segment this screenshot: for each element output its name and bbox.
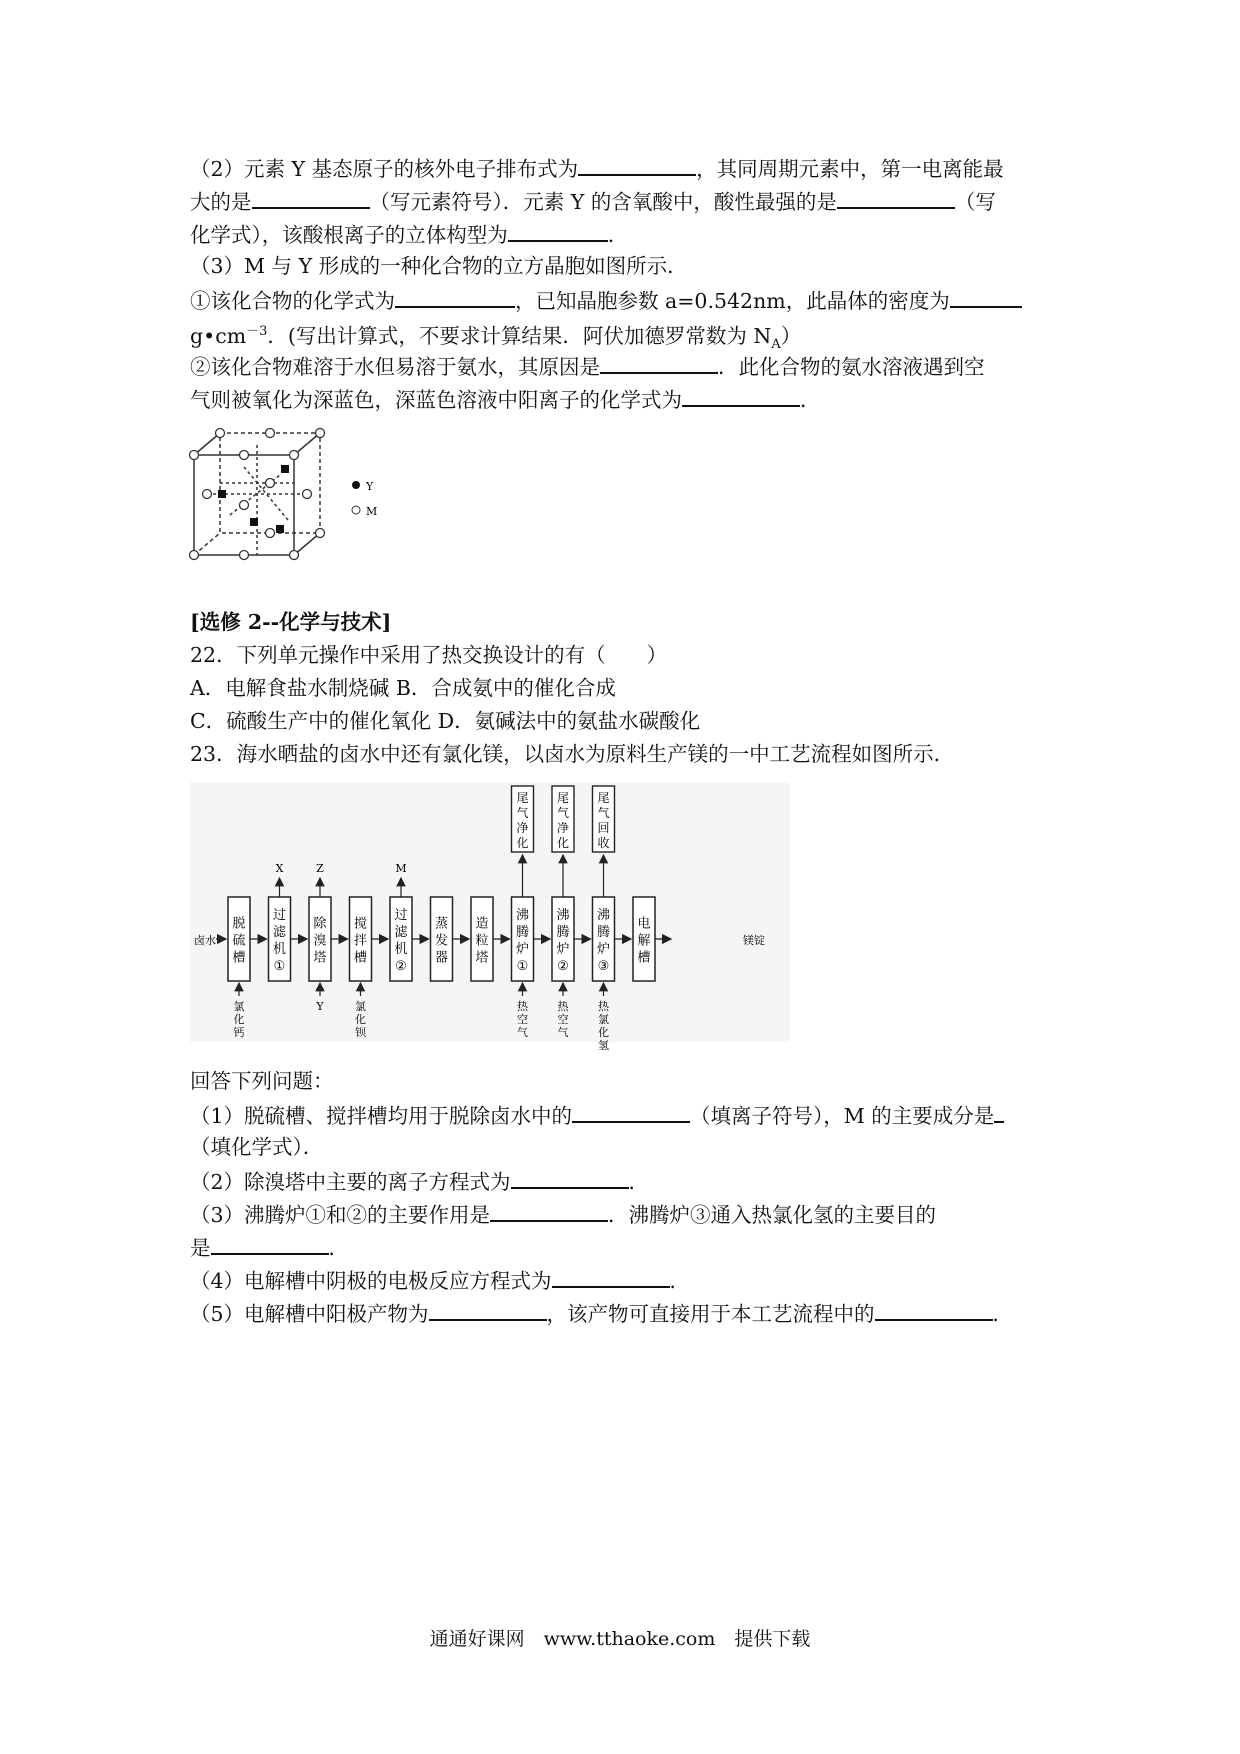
text: 是 — [190, 1236, 211, 1260]
q23-part-3 — [190, 1198, 936, 1230]
y-atom — [218, 490, 226, 498]
q23-part-3-cont — [190, 1231, 349, 1263]
text: （2）除溴塔中主要的离子方程式为 — [190, 1170, 511, 1194]
legend-y-marker — [352, 481, 360, 489]
text: ．沸腾炉③通入热氯化氢的主要目的 — [608, 1203, 937, 1227]
legend-m-label: M — [366, 505, 378, 518]
top-output-label: Z — [316, 862, 324, 875]
text: ． — [607, 223, 629, 247]
q22-stem: 22．下列单元操作中采用了热交换设计的有（ ） — [190, 643, 668, 667]
q22-options-cd: C．硫酸生产中的催化氧化 D．氨碱法中的氨盐水碳酸化 — [190, 709, 701, 733]
answer-blank — [875, 1297, 993, 1321]
q23-part-4 — [190, 1264, 690, 1296]
text: ． — [800, 388, 821, 412]
m-atom — [240, 501, 249, 510]
page-footer: 通通好课网 www.tthaoke.com 提供下载 — [429, 1628, 811, 1650]
bottom-input-label: Y — [316, 1000, 324, 1013]
q21-line-1 — [190, 152, 1004, 184]
bottom-input-label: 氯化钡 — [355, 1000, 366, 1039]
text: ，该产物可直接用于本工艺流程中的 — [546, 1302, 875, 1326]
m-atom — [316, 429, 325, 438]
m-atom — [240, 551, 249, 560]
answer-blank — [395, 284, 515, 308]
answer-blank — [994, 1099, 1004, 1123]
text: （写元素符号）．元素 Y 的含氧酸中，酸性最强的是 — [369, 190, 837, 214]
subscript: A — [771, 336, 781, 352]
answer-blank — [572, 1099, 690, 1123]
answer-blank — [837, 185, 955, 209]
q21-line-2 — [190, 185, 996, 217]
bottom-input-label: 热氯化氢 — [598, 1000, 609, 1052]
text: ②该化合物难溶于水但易溶于氨水，其原因是 — [190, 355, 600, 379]
y-atom — [250, 518, 258, 526]
text: ．此化合物的氨水溶液遇到空 — [718, 355, 985, 379]
m-atom — [190, 551, 199, 560]
superscript: －3 — [246, 324, 268, 339]
q21-line-4: （3）M 与 Y 形成的一种化合物的立方晶胞如图所示． — [190, 254, 688, 278]
process-box-label: 过滤机 ② — [394, 908, 408, 974]
text: ） — [780, 323, 802, 348]
text: ，其同周期元素中，第一电离能最 — [696, 157, 1004, 181]
m-atom — [303, 490, 312, 499]
m-atom — [240, 451, 249, 460]
m-atom — [266, 479, 275, 488]
answer-blank — [429, 1297, 547, 1321]
q23-stem: 23．海水晒盐的卤水中还有氯化镁，以卤水为原料生产镁的一中工艺流程如图所示． — [190, 742, 955, 766]
q21-line-8 — [190, 383, 821, 415]
text: ．(写出计算式，不要求计算结果．阿伏加德罗常数为 N — [267, 323, 772, 348]
text: （4）电解槽中阴极的电极反应方程式为 — [190, 1269, 552, 1293]
text: （写 — [954, 190, 996, 214]
m-atom — [190, 451, 199, 460]
q23-part-2 — [190, 1165, 649, 1197]
exhaust-box-label: 尾气回收 — [597, 791, 610, 850]
process-box-label: 过滤机 ① — [272, 908, 287, 974]
text: （2）元素 Y 基态原子的核外电子排布式为 — [190, 157, 579, 181]
process-box-label: 电解槽 — [637, 916, 651, 966]
process-box-label: 沸腾炉 ① — [515, 908, 530, 974]
answer-blank — [511, 1165, 629, 1189]
crystal-cell-diagram — [190, 425, 400, 565]
process-box-label: 蒸发器 — [434, 916, 449, 966]
text: 化学式），该酸根离子的立体构型为 — [190, 223, 508, 247]
m-atom — [290, 451, 299, 460]
process-box-label: 造粒塔 — [475, 916, 489, 966]
m-atom — [203, 490, 212, 499]
text: ①该化合物的化学式为 — [190, 289, 395, 313]
process-flow-diagram — [190, 782, 790, 1052]
top-output-label: X — [275, 862, 284, 875]
m-atom — [316, 529, 325, 538]
legend-y-label: Y — [366, 480, 374, 493]
text: 大的是 — [190, 190, 252, 214]
process-box-label: 沸腾炉 ③ — [596, 908, 611, 974]
q23-intro: 回答下列问题： — [190, 1069, 334, 1093]
q21-line-7 — [190, 350, 985, 382]
input-label: 卤水 — [194, 934, 216, 947]
answer-blank — [552, 1264, 670, 1288]
section-heading: [选修 2--化学与技术] — [190, 610, 392, 634]
process-box-label: 搅拌槽 — [353, 916, 368, 966]
answer-blank — [490, 1198, 608, 1222]
answer-blank — [950, 284, 1022, 308]
text: ． — [669, 1269, 691, 1293]
exhaust-box-label: 尾气净化 — [556, 791, 570, 850]
text: （3）沸腾炉①和②的主要作用是 — [190, 1203, 491, 1227]
text: （1）脱硫槽、搅拌槽均用于脱除卤水中的 — [190, 1104, 573, 1128]
q23-part-5 — [190, 1297, 1013, 1329]
text: ，已知晶胞参数 a=0.542nm，此晶体的密度为 — [515, 289, 950, 313]
text: 气则被氧化为深蓝色，深蓝色溶液中阳离子的化学式为 — [190, 388, 682, 412]
q21-line-5 — [190, 284, 1022, 316]
process-box-label: 脱硫槽 — [232, 916, 246, 966]
text: （填离子符号），M 的主要成分是 — [690, 1104, 995, 1128]
top-output-label: M — [395, 862, 407, 875]
text: ． — [992, 1302, 1014, 1326]
legend-m-marker — [352, 506, 360, 514]
answer-blank — [682, 383, 800, 407]
output-label: 镁锭 — [743, 934, 765, 947]
y-atom — [276, 525, 284, 533]
m-atom — [216, 429, 225, 438]
m-atom — [290, 551, 299, 560]
text: ． — [628, 1170, 650, 1194]
bottom-input-label: 热空气 — [517, 1000, 528, 1039]
bottom-input-label: 热空气 — [557, 1000, 569, 1039]
answer-blank — [508, 218, 608, 242]
answer-blank — [252, 185, 370, 209]
q22-options-ab: A．电解食盐水制烧碱 B．合成氨中的催化合成 — [190, 676, 616, 700]
answer-blank — [578, 152, 696, 176]
process-box-label: 除溴塔 — [313, 916, 327, 966]
q21-line-3 — [190, 218, 628, 250]
q23-part-1 — [190, 1099, 1004, 1131]
text: g•cm — [190, 323, 247, 348]
m-atom — [266, 529, 275, 538]
answer-blank — [211, 1231, 329, 1255]
text: ． — [328, 1236, 349, 1260]
y-atom — [281, 465, 289, 473]
process-box-label: 沸腾炉 ② — [556, 908, 570, 974]
exhaust-box-label: 尾气净化 — [516, 791, 529, 850]
m-atom — [266, 429, 275, 438]
answer-blank — [600, 350, 718, 374]
q23-part-1-cont: （填化学式）． — [190, 1135, 324, 1159]
text: （5）电解槽中阳极产物为 — [190, 1302, 429, 1326]
bottom-input-label: 氯化钙 — [233, 1000, 245, 1039]
